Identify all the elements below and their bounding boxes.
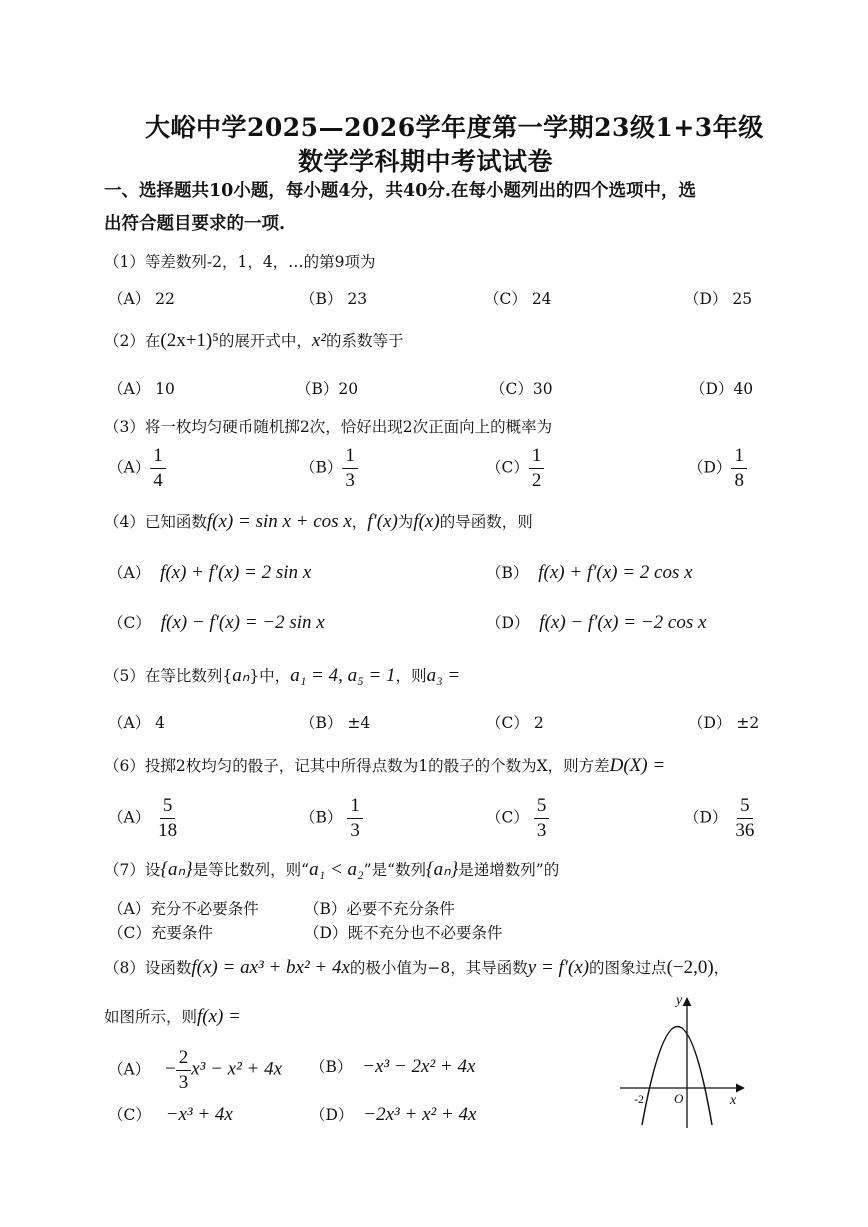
question-5-option-d: （D） ±2 (688, 714, 760, 732)
point-coordinates: (−2,0) (666, 957, 714, 978)
question-8-option-a: （A） − $\frac{2}{3}$ x³ − x² + 4x (108, 1047, 283, 1093)
function-definition: f(x) = ax³ + bx² + 4x (191, 957, 350, 978)
parabola-curve (642, 1027, 712, 1126)
variance-expression: D(X) = (609, 755, 666, 776)
question-7-option-a: （A）充分不必要条件 (108, 900, 259, 918)
question-4-stem: （4）已知函数f(x) = sin x + cos x，f′(x)为f(x)的导函数，则 (104, 511, 533, 532)
question-2-option-d: （D）40 (690, 380, 754, 398)
question-4-option-a: （A） f(x) + f′(x) = 2 sin x (108, 562, 312, 583)
question-8-stem-line2: 如图所示，则f(x) = (104, 1006, 241, 1027)
exam-title-line1: 大峪中学2025—2026学年度第一学期23级1+3年级 (145, 113, 764, 142)
condition-expression: a₁ < a₂ (309, 859, 364, 880)
question-2-option-a: （A） 10 (108, 380, 175, 398)
question-4-option-d: （D） f(x) − f′(x) = −2 cos x (486, 612, 707, 633)
question-3-stem: （3）将一枚均匀硬币随机掷2次，恰好出现2次正面向上的概率为 (104, 418, 553, 436)
sequence-conditions: a₁ = 4, a₅ = 1 (290, 665, 396, 686)
question-1-option-b: （B） 23 (300, 290, 368, 308)
question-4-option-c: （C） f(x) − f′(x) = −2 sin x (108, 612, 325, 633)
binomial-expression: (2x+1)⁵ (160, 330, 219, 351)
question-8-option-d: （D） −2x³ + x² + 4x (310, 1104, 477, 1125)
question-6-option-c: （C） $\frac{5}{3}$ (486, 796, 549, 841)
question-7-stem: （7）设{aₙ}是等比数列，则“a₁ < a₂”是“数列{aₙ}是递增数列”的 (104, 859, 560, 880)
question-8-option-c: （C） −x³ + 4x (108, 1104, 233, 1125)
derivative-graph-figure (612, 990, 762, 1130)
question-6-option-a: （A） $\frac{5}{18}$ (108, 795, 178, 841)
question-3-option-d: （D） $\frac{1}{8}$ (688, 446, 747, 491)
question-1-option-c: （C） 24 (484, 290, 552, 308)
question-7-option-d: （D）既不充分也不必要条件 (304, 924, 503, 942)
section-instructions-line2: 出符合题目要求的一项. (104, 214, 286, 234)
question-5-stem: （5）在等比数列{aₙ}中，a₁ = 4, a₅ = 1，则a₃ = (104, 665, 461, 686)
question-3-option-a: （A） $\frac{1}{4}$ (108, 446, 166, 491)
question-8-stem: （8）设函数f(x) = ax³ + bx² + 4x的极小值为−8，其导函数y = f′(x)的图象过点(−2,0)， (104, 957, 730, 978)
question-2-stem: （2）在(2x+1)⁵的展开式中，x²的系数等于 (104, 330, 404, 351)
question-4-option-b: （B） f(x) + f′(x) = 2 cos x (486, 562, 693, 583)
section-instructions-line1: 一、选择题共10小题，每小题4分，共40分.在每小题列出的四个选项中，选 (104, 181, 696, 201)
x-axis-label: x (730, 1093, 737, 1108)
question-3-option-c: （C） $\frac{1}{2}$ (486, 446, 544, 491)
question-1-option-a: （A） 22 (108, 290, 175, 308)
question-5-option-a: （A） 4 (108, 714, 166, 732)
tick-label-neg2: -2 (634, 1092, 644, 1106)
question-5-option-c: （C） 2 (486, 714, 544, 732)
question-7-option-c: （C）充要条件 (108, 924, 213, 942)
question-2-option-b: （B）20 (296, 380, 359, 398)
question-6-option-b: （B） $\frac{1}{3}$ (300, 796, 363, 841)
question-7-option-b: （B）必要不充分条件 (304, 900, 455, 918)
question-3-option-b: （B） $\frac{1}{3}$ (300, 446, 358, 491)
question-5-option-b: （B） ±4 (300, 714, 371, 732)
origin-label: O (674, 1091, 684, 1106)
question-6-stem: （6）投掷2枚均匀的骰子，记其中所得点数为1的骰子的个数为X，则方差D(X) = (104, 755, 666, 776)
x-squared: x² (311, 330, 327, 351)
y-axis-label: y (676, 993, 683, 1008)
question-1-stem: （1）等差数列-2，1，4，…的第9项为 (104, 253, 376, 271)
question-1-option-d: （D） 25 (684, 290, 753, 308)
question-8-option-b: （B） −x³ − 2x² + 4x (310, 1056, 476, 1077)
exam-title-line2: 数学学科期中考试试卷 (298, 147, 554, 176)
question-6-option-d: （D） $\frac{5}{36}$ (684, 795, 755, 841)
function-definition: f(x) = sin x + cos x (206, 511, 352, 532)
question-2-option-c: （C）30 (490, 380, 553, 398)
